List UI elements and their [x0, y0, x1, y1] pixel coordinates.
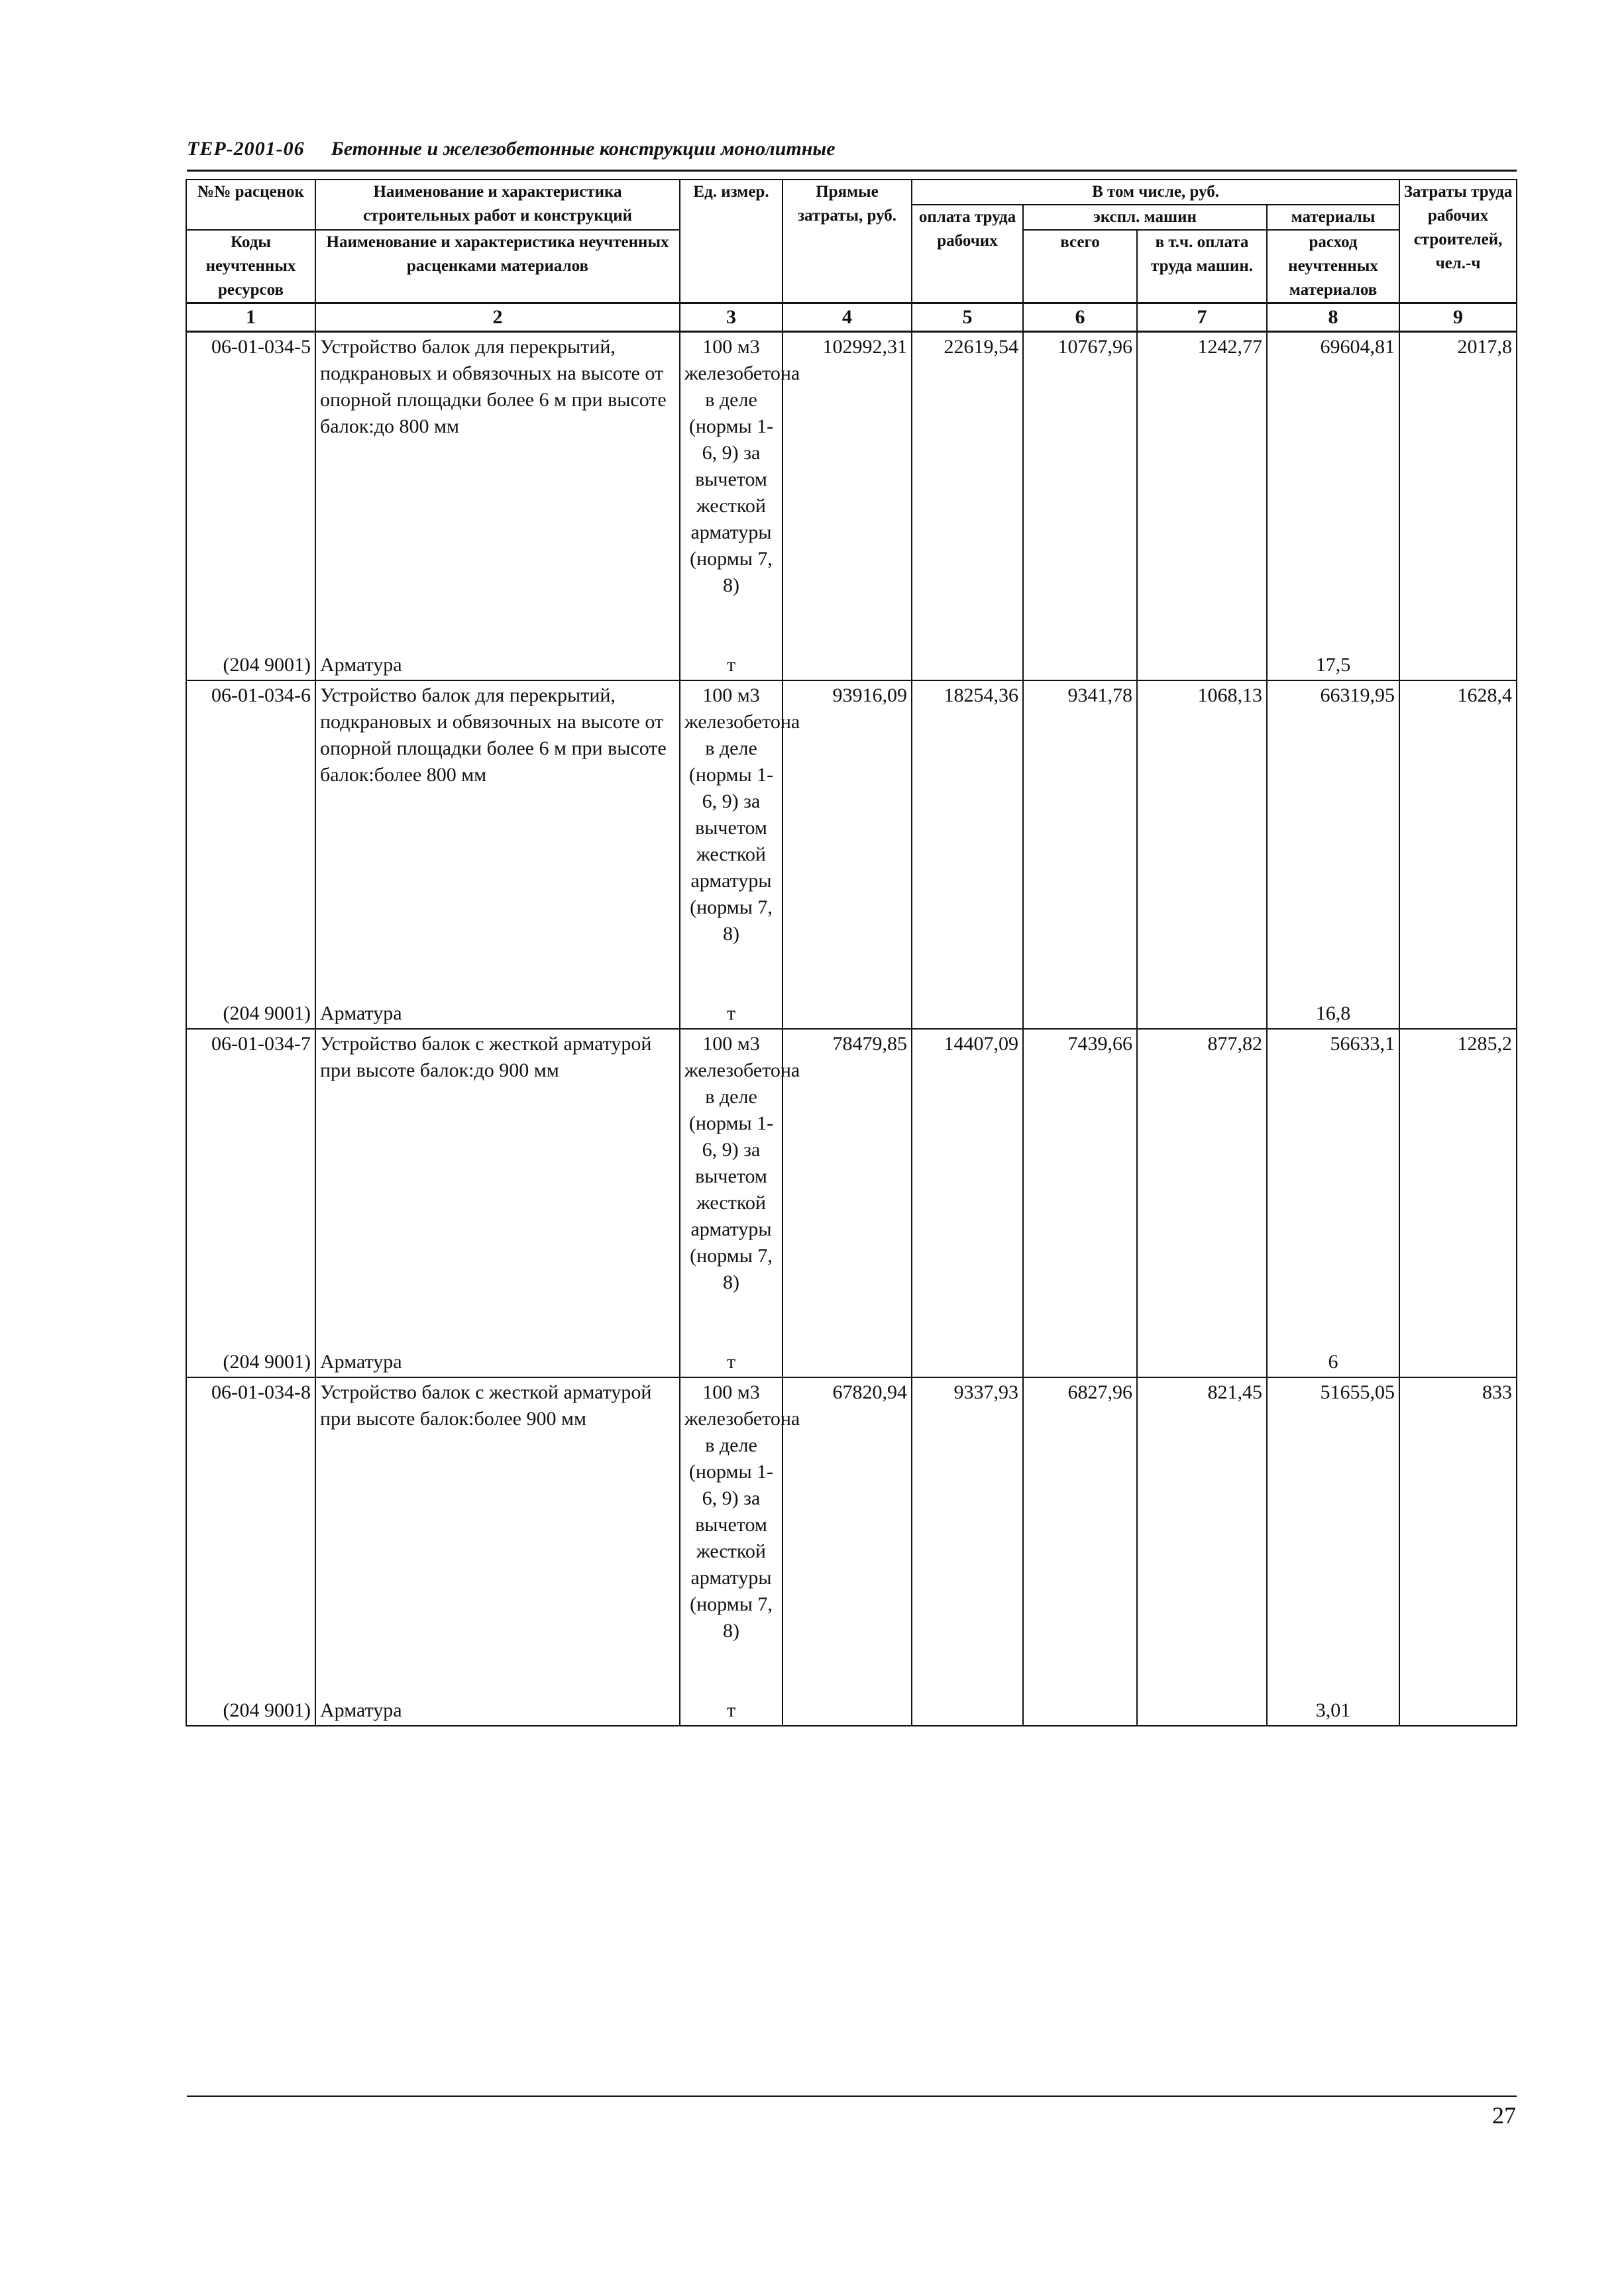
rate-unit: 100 м3 железобетона в деле (нормы 1-6, 9) за вычетом жесткой арматуры (нормы 7, 8) — [680, 1029, 783, 1348]
labor-hours: 1628,4 — [1399, 680, 1517, 999]
header-rate-number: №№ расценок — [186, 180, 315, 230]
column-number: 8 — [1267, 303, 1399, 332]
rate-name: Устройство балок с жесткой арматурой при высоте балок:более 900 мм — [315, 1377, 680, 1696]
labor-hours: 1285,2 — [1399, 1029, 1517, 1348]
resource-unit: т — [680, 999, 783, 1029]
machine-operator-pay: 821,45 — [1137, 1377, 1267, 1696]
header-material-consumption: расход неучтенных материалов — [1267, 230, 1399, 303]
resource-quantity: 6 — [1267, 1348, 1399, 1377]
header-rule — [187, 170, 1517, 172]
resource-row — [186, 1348, 1517, 1377]
empty-cell — [1137, 999, 1267, 1029]
rate-code: 06-01-034-7 — [186, 1029, 315, 1348]
labor-hours: 833 — [1399, 1377, 1517, 1696]
header-direct-costs: Прямые затраты, руб. — [783, 180, 912, 303]
rate-name: Устройство балок для перекрытий, подкрановых и обвязочных на высоте от опорной площадки более 6 м при высоте балок:более 800 мм — [315, 680, 680, 999]
worker-pay: 22619,54 — [912, 332, 1023, 651]
resource-unit: т — [680, 651, 783, 680]
resource-row — [186, 651, 1517, 680]
machines-total: 9341,78 — [1023, 680, 1137, 999]
resource-name: Арматура — [315, 1348, 680, 1377]
resource-code: (204 9001) — [186, 999, 315, 1029]
worker-pay: 9337,93 — [912, 1377, 1023, 1696]
resource-name: Арматура — [315, 999, 680, 1029]
rate-row — [186, 680, 1517, 999]
empty-cell — [1023, 651, 1137, 680]
column-number: 1 — [186, 303, 315, 332]
empty-cell — [1399, 1696, 1517, 1726]
rate-code: 06-01-034-5 — [186, 332, 315, 651]
direct-costs: 93916,09 — [783, 680, 912, 999]
column-number: 6 — [1023, 303, 1137, 332]
rate-unit: 100 м3 железобетона в деле (нормы 1-6, 9) за вычетом жесткой арматуры (нормы 7, 8) — [680, 332, 783, 651]
worker-pay: 18254,36 — [912, 680, 1023, 999]
machine-operator-pay: 1242,77 — [1137, 332, 1267, 651]
direct-costs: 102992,31 — [783, 332, 912, 651]
header-machines-total: всего — [1023, 230, 1137, 303]
machine-operator-pay: 877,82 — [1137, 1029, 1267, 1348]
resource-code: (204 9001) — [186, 1696, 315, 1726]
column-number: 3 — [680, 303, 783, 332]
empty-cell — [912, 1348, 1023, 1377]
header-machines: экспл. машин — [1023, 205, 1267, 230]
empty-cell — [1023, 1348, 1137, 1377]
resource-code: (204 9001) — [186, 651, 315, 680]
rate-row — [186, 1377, 1517, 1696]
column-number: 5 — [912, 303, 1023, 332]
document-code: ТЕР-2001-06 — [187, 138, 305, 160]
materials-cost: 69604,81 — [1267, 332, 1399, 651]
empty-cell — [912, 999, 1023, 1029]
rate-unit: 100 м3 железобетона в деле (нормы 1-6, 9) за вычетом жесткой арматуры (нормы 7, 8) — [680, 1377, 783, 1696]
empty-cell — [1137, 651, 1267, 680]
header-worker-pay: оплата труда рабочих — [912, 205, 1023, 303]
column-number: 4 — [783, 303, 912, 332]
machines-total: 6827,96 — [1023, 1377, 1137, 1696]
resource-unit: т — [680, 1348, 783, 1377]
rate-row — [186, 332, 1517, 651]
direct-costs: 78479,85 — [783, 1029, 912, 1348]
worker-pay: 14407,09 — [912, 1029, 1023, 1348]
rate-code: 06-01-034-8 — [186, 1377, 315, 1696]
column-number: 9 — [1399, 303, 1517, 332]
header-resource-codes: Коды неучтенных ресурсов — [186, 230, 315, 303]
materials-cost: 51655,05 — [1267, 1377, 1399, 1696]
empty-cell — [1399, 1348, 1517, 1377]
rate-unit: 100 м3 железобетона в деле (нормы 1-6, 9) за вычетом жесткой арматуры (нормы 7, 8) — [680, 680, 783, 999]
header-work-name: Наименование и характеристика строительных работ и конструкций — [315, 180, 680, 230]
labor-hours: 2017,8 — [1399, 332, 1517, 651]
machines-total: 10767,96 — [1023, 332, 1137, 651]
empty-cell — [783, 651, 912, 680]
header-labor-hours: Затраты труда рабочих строителей, чел.-ч — [1399, 180, 1517, 303]
header-unit: Ед. измер. — [680, 180, 783, 303]
empty-cell — [1023, 999, 1137, 1029]
empty-cell — [1399, 999, 1517, 1029]
empty-cell — [1137, 1348, 1267, 1377]
header-materials: материалы — [1267, 205, 1399, 230]
rates-table — [186, 179, 1517, 1726]
document-header — [187, 138, 1512, 168]
empty-cell — [1137, 1696, 1267, 1726]
resource-quantity: 16,8 — [1267, 999, 1399, 1029]
header-including: В том числе, руб. — [912, 180, 1399, 205]
empty-cell — [1023, 1696, 1137, 1726]
materials-cost: 56633,1 — [1267, 1029, 1399, 1348]
rate-name: Устройство балок с жесткой арматурой при высоте балок:до 900 мм — [315, 1029, 680, 1348]
resource-unit: т — [680, 1696, 783, 1726]
rate-name: Устройство балок для перекрытий, подкрановых и обвязочных на высоте от опорной площадки более 6 м при высоте балок:до 800 мм — [315, 332, 680, 651]
empty-cell — [912, 651, 1023, 680]
direct-costs: 67820,94 — [783, 1377, 912, 1696]
empty-cell — [783, 1348, 912, 1377]
header-machine-operator-pay: в т.ч. оплата труда машин. — [1137, 230, 1267, 303]
resource-row — [186, 1696, 1517, 1726]
rate-code: 06-01-034-6 — [186, 680, 315, 999]
empty-cell — [783, 999, 912, 1029]
resource-row — [186, 999, 1517, 1029]
rate-row — [186, 1029, 1517, 1348]
empty-cell — [1399, 651, 1517, 680]
page-number: 27 — [1492, 2102, 1516, 2129]
column-number: 7 — [1137, 303, 1267, 332]
resource-name: Арматура — [315, 651, 680, 680]
resource-name: Арматура — [315, 1696, 680, 1726]
empty-cell — [912, 1696, 1023, 1726]
resource-quantity: 3,01 — [1267, 1696, 1399, 1726]
footer-rule — [187, 2095, 1517, 2097]
machine-operator-pay: 1068,13 — [1137, 680, 1267, 999]
header-material-name: Наименование и характеристика неучтенных расценками материалов — [315, 230, 680, 303]
machines-total: 7439,66 — [1023, 1029, 1137, 1348]
document-title: Бетонные и железобетонные конструкции монолитные — [331, 138, 836, 160]
resource-code: (204 9001) — [186, 1348, 315, 1377]
empty-cell — [783, 1696, 912, 1726]
materials-cost: 66319,95 — [1267, 680, 1399, 999]
resource-quantity: 17,5 — [1267, 651, 1399, 680]
column-number: 2 — [315, 303, 680, 332]
